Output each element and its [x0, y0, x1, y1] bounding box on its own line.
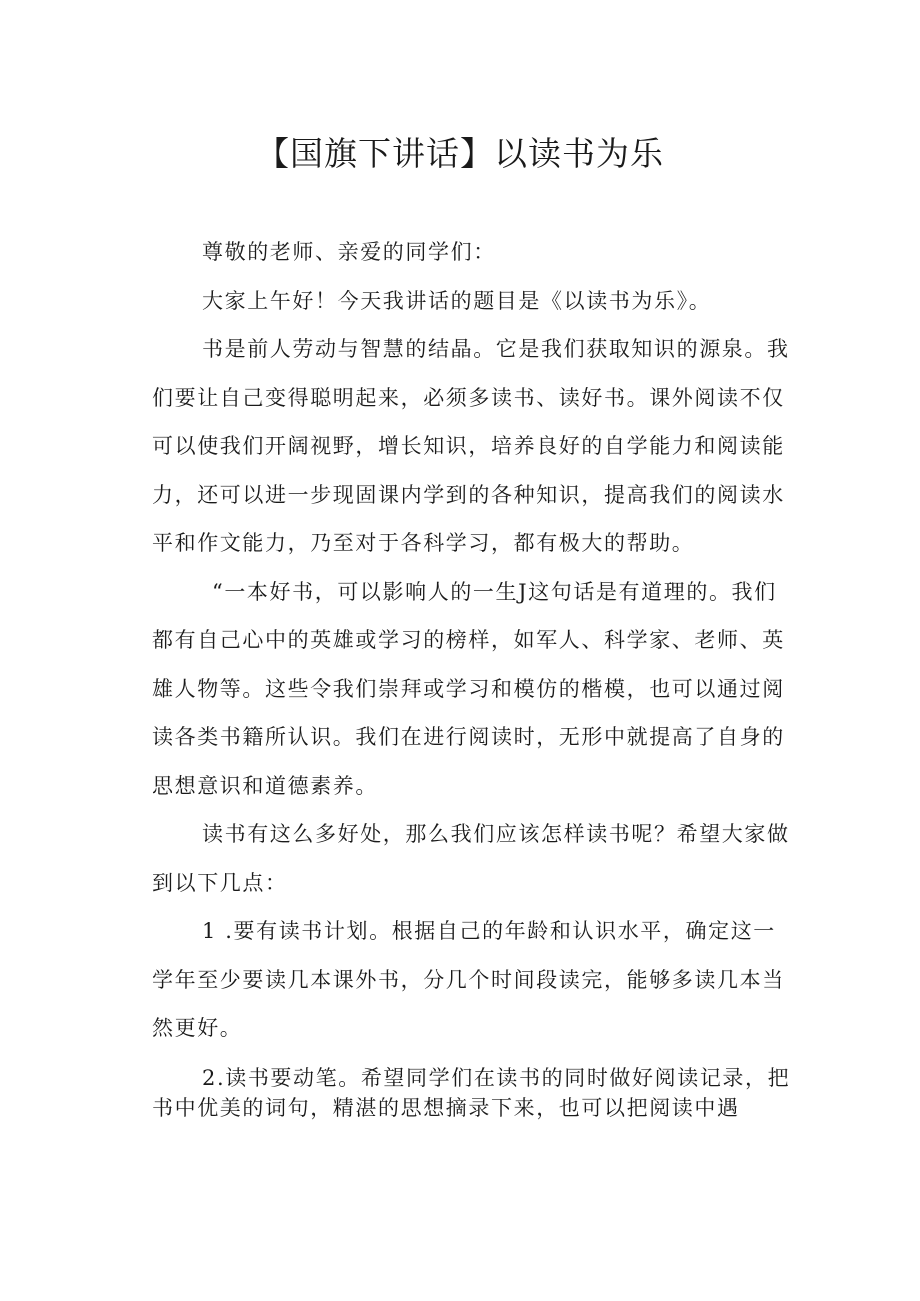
- paragraph-point-2: 2.读书要动笔。希望同学们在读书的同时做好阅读记录，把书中优美的词句，精湛的思想摘录下来，也可以把阅读中遇: [152, 1065, 791, 1120]
- paragraph-books-value: 书是前人劳动与智慧的结晶。它是我们获取知识的源泉。我们要让自己变得聪明起来，必须多读书、读好书。课外阅读不仅可以使我们开阔视野，增长知识，培养良好的自学能力和阅读能力，还可以进一步现固课内学到的各种知识，提高我们的阅读水平和作文能力，乃至对于各科学习，都有极大的帮助。: [152, 337, 790, 555]
- paragraph-opening: 大家上午好！今天我讲话的题目是《以读书为乐》。: [202, 288, 712, 313]
- paragraph-point-1: 1 .要有读书计划。根据自己的年龄和认识水平，确定这一学年至少要读几本课外书，分几个时间段读完，能够多读几本当然更好。: [152, 919, 785, 1040]
- paragraph-greeting: 尊敬的老师、亲爱的同学们：: [202, 240, 496, 264]
- paragraph-good-book: “一本好书，可以影响人的一生J这句话是有道理的。我们都有自己心中的英雄或学习的榜样，如军人、科学家、老师、英雄人物等。这些令我们崇拜或学习和模仿的楷模，也可以通过阅读各类书籍所认识。我们在进行阅读时，无形中就提高了自身的思想意识和道德素养。: [152, 579, 785, 798]
- document-body: [152, 228, 792, 1123]
- paragraph-how-to-read: 读书有这么多好处，那么我们应该怎样读书呢？希望大家做到以下几点：: [152, 822, 790, 895]
- document-title: 【国旗下讲话】以读书为乐: [256, 134, 664, 173]
